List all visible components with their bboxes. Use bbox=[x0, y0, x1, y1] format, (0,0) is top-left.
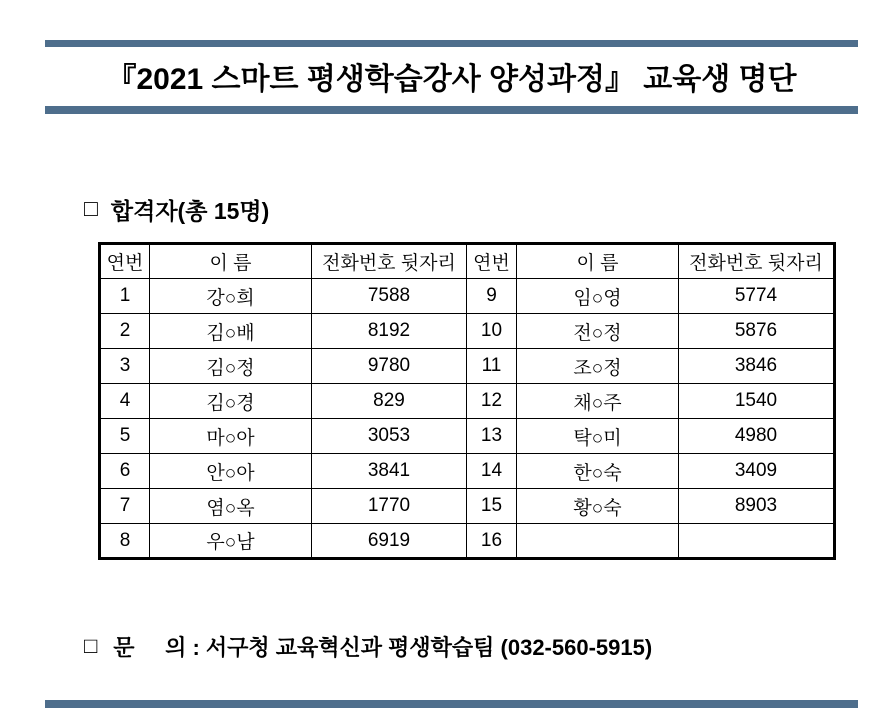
section-heading-text: 합격자(총 15명) bbox=[110, 198, 270, 224]
roster-table bbox=[98, 242, 836, 560]
table-cell: 전○정 bbox=[517, 314, 679, 349]
table-row bbox=[100, 384, 835, 419]
table-row bbox=[100, 279, 835, 314]
table-cell: 황○숙 bbox=[517, 489, 679, 524]
table-cell: 1 bbox=[100, 279, 150, 314]
table-cell: 9 bbox=[467, 279, 517, 314]
table-row bbox=[100, 314, 835, 349]
table-cell: 우○남 bbox=[150, 524, 312, 559]
table-cell: 염○옥 bbox=[150, 489, 312, 524]
page-bottom-rule bbox=[45, 700, 858, 708]
title-bottom-rule bbox=[45, 106, 858, 114]
table-cell: 15 bbox=[467, 489, 517, 524]
header-cell: 연번 bbox=[467, 244, 517, 279]
table-cell: 5876 bbox=[679, 314, 835, 349]
square-bullet-icon: □ bbox=[84, 195, 98, 221]
title-top-rule bbox=[45, 40, 858, 47]
table-cell: 8192 bbox=[312, 314, 467, 349]
table-cell: 829 bbox=[312, 384, 467, 419]
section-heading bbox=[84, 193, 269, 226]
roster-body bbox=[100, 279, 835, 559]
table-cell: 2 bbox=[100, 314, 150, 349]
table-row bbox=[100, 489, 835, 524]
header-cell: 전화번호 뒷자리 bbox=[312, 244, 467, 279]
table-cell: 3846 bbox=[679, 349, 835, 384]
table-cell: 6919 bbox=[312, 524, 467, 559]
document-title: 『2021 스마트 평생학습강사 양성과정』 교육생 명단 bbox=[106, 63, 797, 96]
table-row bbox=[100, 419, 835, 454]
table-cell: 김○경 bbox=[150, 384, 312, 419]
table-cell: 채○주 bbox=[517, 384, 679, 419]
table-cell: 1540 bbox=[679, 384, 835, 419]
table-row bbox=[100, 524, 835, 559]
table-row bbox=[100, 349, 835, 384]
table-cell: 3409 bbox=[679, 454, 835, 489]
table-cell: 김○정 bbox=[150, 349, 312, 384]
table-cell: 12 bbox=[467, 384, 517, 419]
table-cell: 4980 bbox=[679, 419, 835, 454]
table-cell: 6 bbox=[100, 454, 150, 489]
table-cell: 13 bbox=[467, 419, 517, 454]
table-cell: 5 bbox=[100, 419, 150, 454]
table-cell: 3 bbox=[100, 349, 150, 384]
header-row bbox=[100, 244, 835, 279]
header-cell: 이 름 bbox=[517, 244, 679, 279]
contact-note-text: 문 의 : 서구청 교육혁신과 평생학습팀 (032-560-5915) bbox=[113, 635, 653, 660]
table-cell: 10 bbox=[467, 314, 517, 349]
table-cell: 3841 bbox=[312, 454, 467, 489]
table-cell: 김○배 bbox=[150, 314, 312, 349]
table-cell: 11 bbox=[467, 349, 517, 384]
table-cell: 3053 bbox=[312, 419, 467, 454]
table-cell: 1770 bbox=[312, 489, 467, 524]
header-cell: 이 름 bbox=[150, 244, 312, 279]
table-cell: 안○아 bbox=[150, 454, 312, 489]
table-cell bbox=[679, 524, 835, 559]
table-cell: 5774 bbox=[679, 279, 835, 314]
table-cell: 9780 bbox=[312, 349, 467, 384]
table-cell bbox=[517, 524, 679, 559]
contact-note bbox=[84, 631, 652, 662]
table-cell: 8903 bbox=[679, 489, 835, 524]
table-cell: 강○희 bbox=[150, 279, 312, 314]
table-cell: 16 bbox=[467, 524, 517, 559]
roster-header bbox=[100, 244, 835, 279]
table-row bbox=[100, 454, 835, 489]
table-cell: 8 bbox=[100, 524, 150, 559]
table-cell: 14 bbox=[467, 454, 517, 489]
table-cell: 임○영 bbox=[517, 279, 679, 314]
table-cell: 4 bbox=[100, 384, 150, 419]
table-cell: 7 bbox=[100, 489, 150, 524]
table-cell: 7588 bbox=[312, 279, 467, 314]
square-bullet-icon: □ bbox=[84, 632, 98, 658]
table-cell: 탁○미 bbox=[517, 419, 679, 454]
table-cell: 한○숙 bbox=[517, 454, 679, 489]
table-cell: 조○정 bbox=[517, 349, 679, 384]
header-cell: 연번 bbox=[100, 244, 150, 279]
header-cell: 전화번호 뒷자리 bbox=[679, 244, 835, 279]
table-cell: 마○아 bbox=[150, 419, 312, 454]
